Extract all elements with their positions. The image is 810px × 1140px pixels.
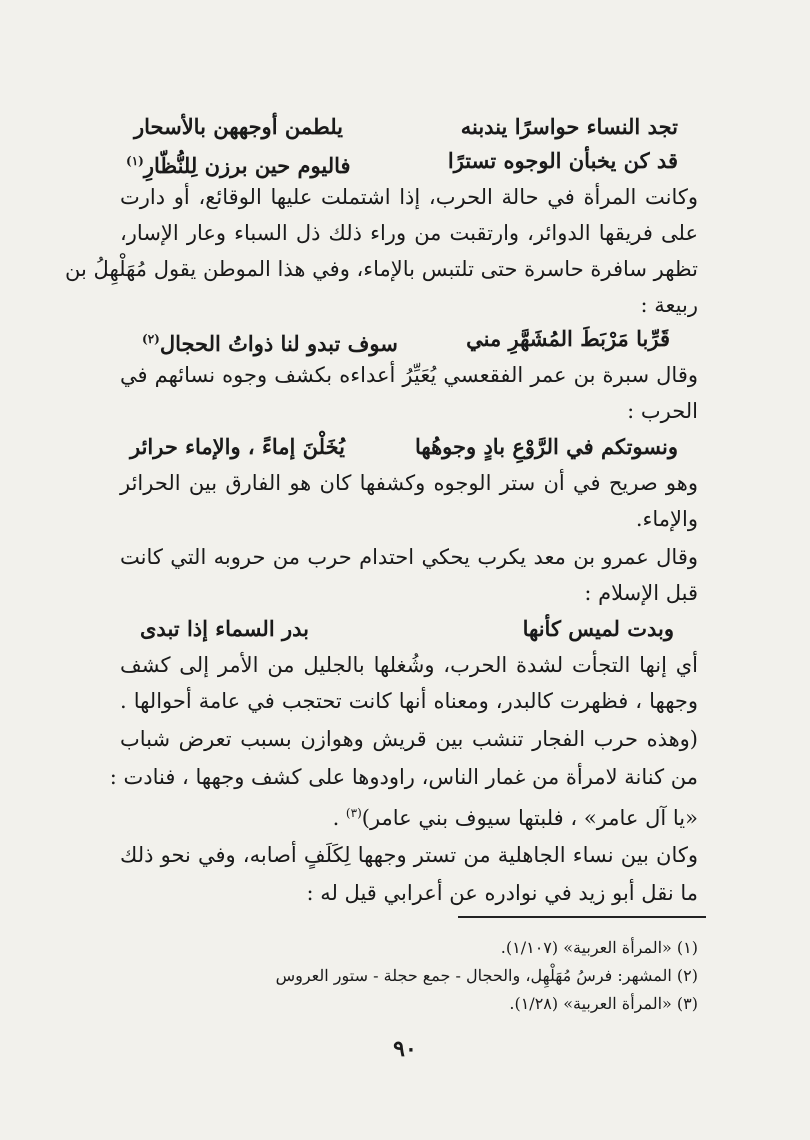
footnote: (٢) المشهر: فرسُ مُهَلْهِل، والحجال - جمع حجلة - ستور العروس <box>275 966 698 985</box>
poem-verse <box>126 144 678 178</box>
footnote-marker: (١) <box>126 154 144 168</box>
verse-second-hemistich: بدر السماء إذا تبدى <box>140 616 309 641</box>
text-line: وهو صريح في أن ستر الوجوه وكشفها كان هو الفارق بين الحرائر <box>120 471 698 495</box>
verse-second-hemistich: سوف تبدو لنا ذواتُ الحجال <box>159 331 398 356</box>
text-line: قبل الإسلام : <box>584 581 698 605</box>
verse-first-hemistich: قد كن يخبأن الوجوه تسترًا <box>447 148 678 173</box>
verse-first-hemistich: ونسوتكم في الرَّوْعِ بادٍ وجوهُها <box>415 434 678 459</box>
poem-verse <box>142 322 670 356</box>
text-line-content: «يا آل عامر» ، فلبتها سيوف بني عامر) <box>361 806 698 830</box>
poem-verse <box>134 110 678 144</box>
footnote: (٣) «المرأة العربية» (١/٢٨). <box>509 994 698 1013</box>
text-line: وقال عمرو بن معد يكرب يحكي احتدام حرب من حروبه التي كانت <box>120 545 698 569</box>
footnote-marker: (٢) <box>142 332 160 346</box>
verse-second-hemistich: فاليوم حين برزن لِلنُّظّارِ <box>143 153 351 178</box>
footnote-marker: (٣) <box>345 806 362 820</box>
text-line: وقال سبرة بن عمر الفقعسي يُعَيِّرُ أعداءه بكشف وجوه نسائهم في <box>120 363 698 387</box>
text-line: (وهذه حرب الفجار تنشب بين قريش وهوازن بسبب تعرض شباب <box>120 727 698 751</box>
footnote: (١) «المرأة العربية» (١/١٠٧). <box>500 938 698 957</box>
text-line: وكانت المرأة في حالة الحرب، إذا اشتملت عليها الوقائع، أو دارت <box>120 185 698 209</box>
poem-verse <box>130 430 678 464</box>
text-line: تظهر سافرة حاسرة حتى تلتبس بالإماء، وفي هذا الموطن يقول مُهَلْهِلُ بن <box>65 257 698 281</box>
verse-second-hemistich: يُخَلْنَ إماءً ، والإماء حرائر <box>130 434 346 459</box>
text-line: «يا آل عامر» ، فلبتها سيوف بني عامر)$^{(٣)}$ . <box>332 806 698 830</box>
text-line: ربيعة : <box>640 293 698 317</box>
text-line: الحرب : <box>627 399 698 423</box>
verse-first-hemistich: وبدت لميس كأنها <box>522 616 674 641</box>
verse-first-hemistich: قَرِّبا مَرْبَطَ المُشَهَّرِ مني <box>466 326 670 351</box>
text-line: على فريقها الدوائر، وارتقبت من وراء ذلك ذل السباء وعار الإسار، <box>120 221 698 245</box>
text-line: من كنانة لامرأة من غمار الناس، راودوها على كشف وجهها ، فنادت : <box>109 765 698 789</box>
text-line: وجهها ، فظهرت كالبدر، ومعناه أنها كانت تحتجب في عامة أحوالها . <box>120 689 698 713</box>
text-line: أي إنها التجأت لشدة الحرب، وشُغلها بالجليل من الأمر إلى كشف <box>120 653 698 677</box>
text-line: والإماء. <box>635 507 698 531</box>
poem-verse <box>140 612 674 646</box>
text-line: ما نقل أبو زيد في نوادره عن أعرابي قيل له : <box>306 881 698 905</box>
verse-first-hemistich: تجد النساء حواسرًا يندبنه <box>460 114 678 139</box>
footnote-separator <box>458 916 706 918</box>
verse-second-hemistich: يلطمن أوجههن بالأسحار <box>134 114 343 139</box>
text-line: وكان بين نساء الجاهلية من تستر وجهها لِكَلَفٍ أصابه، وفي نحو ذلك <box>120 843 698 867</box>
page-number: ٩٠ <box>393 1036 417 1062</box>
